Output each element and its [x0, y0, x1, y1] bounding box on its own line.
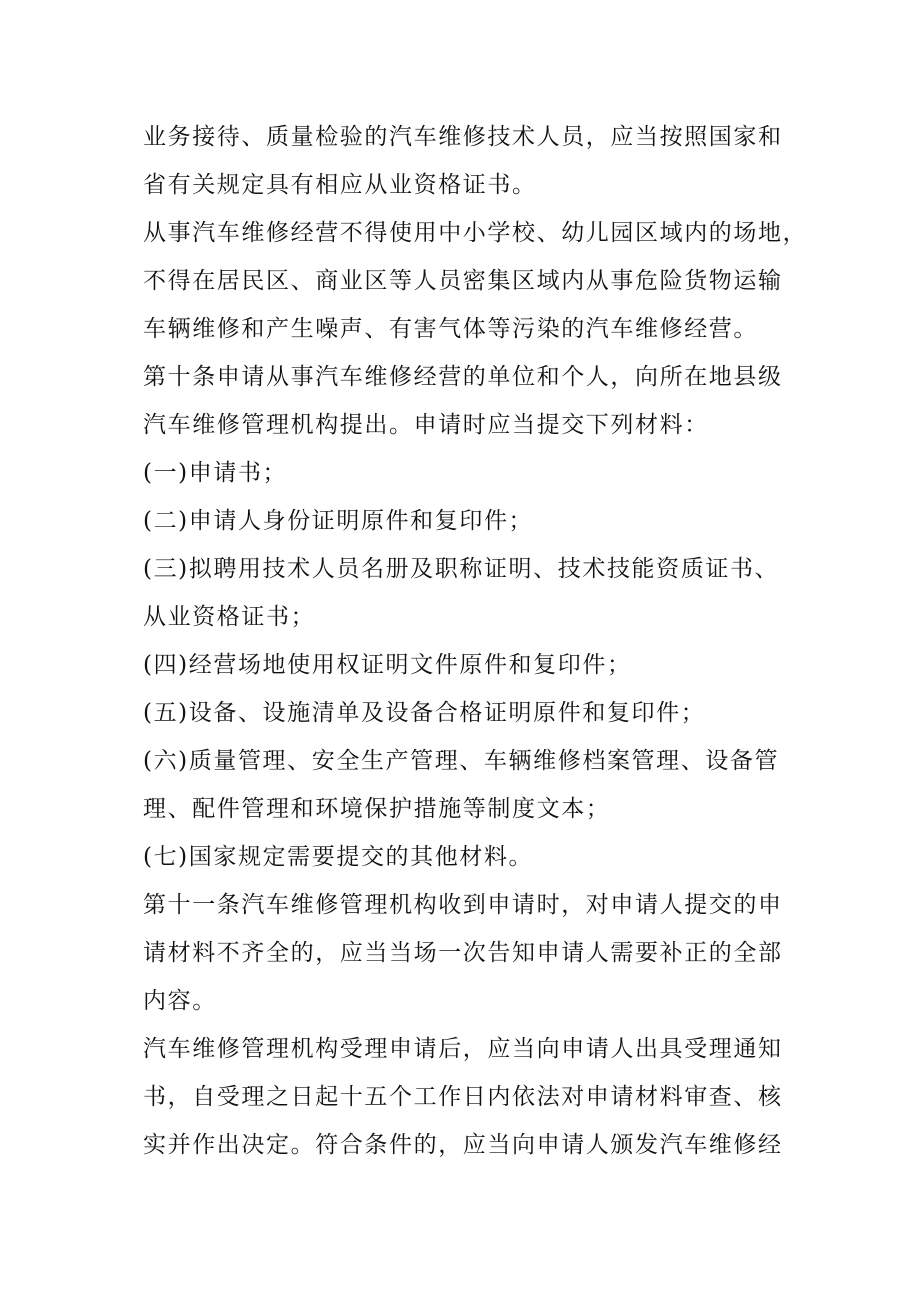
text-line: (七)国家规定需要提交的其他材料。	[143, 844, 534, 870]
text-line: 第十一条汽车维修管理机构收到申请时，对申请人提交的申	[143, 892, 783, 918]
text-line: 从业资格证书；	[143, 604, 316, 630]
text-line: (四)经营场地使用权证明文件原件和复印件；	[143, 652, 632, 678]
text-line: 内容。	[143, 988, 217, 1014]
text-line: 车辆维修和产生噪声、有害气体等污染的汽车维修经营。	[143, 316, 758, 342]
text-line: 请材料不齐全的，应当当场一次告知申请人需要补正的全部	[143, 940, 783, 966]
text-line: 汽车维修管理机构受理申请后，应当向申请人出具受理通知	[143, 1036, 783, 1062]
text-line: 不得在居民区、商业区等人员密集区域内从事危险货物运输	[143, 268, 783, 294]
text-line: 书，自受理之日起十五个工作日内依法对申请材料审查、核	[143, 1084, 783, 1110]
text-line: (一)申请书；	[143, 460, 288, 486]
text-line: 从事汽车维修经营不得使用中小学校、幼儿园区域内的场地，	[143, 220, 808, 246]
text-line: (六)质量管理、安全生产管理、车辆维修档案管理、设备管	[143, 748, 780, 774]
text-line: 实并作出决定。符合条件的，应当向申请人颁发汽车维修经	[143, 1132, 783, 1158]
text-line: 省有关规定具有相应从业资格证书。	[143, 172, 537, 198]
text-line: 理、配件管理和环境保护措施等制度文本；	[143, 796, 611, 822]
text-line: 汽车维修管理机构提出。申请时应当提交下列材料：	[143, 412, 709, 438]
text-line: (五)设备、设施清单及设备合格证明原件和复印件；	[143, 700, 706, 726]
text-line: (三)拟聘用技术人员名册及职称证明、技术技能资质证书、	[143, 556, 780, 582]
text-line: 业务接待、质量检验的汽车维修技术人员，应当按照国家和	[143, 124, 783, 150]
text-line: (二)申请人身份证明原件和复印件；	[143, 508, 534, 534]
text-line: 第十条申请从事汽车维修经营的单位和个人，向所在地县级	[143, 364, 783, 390]
